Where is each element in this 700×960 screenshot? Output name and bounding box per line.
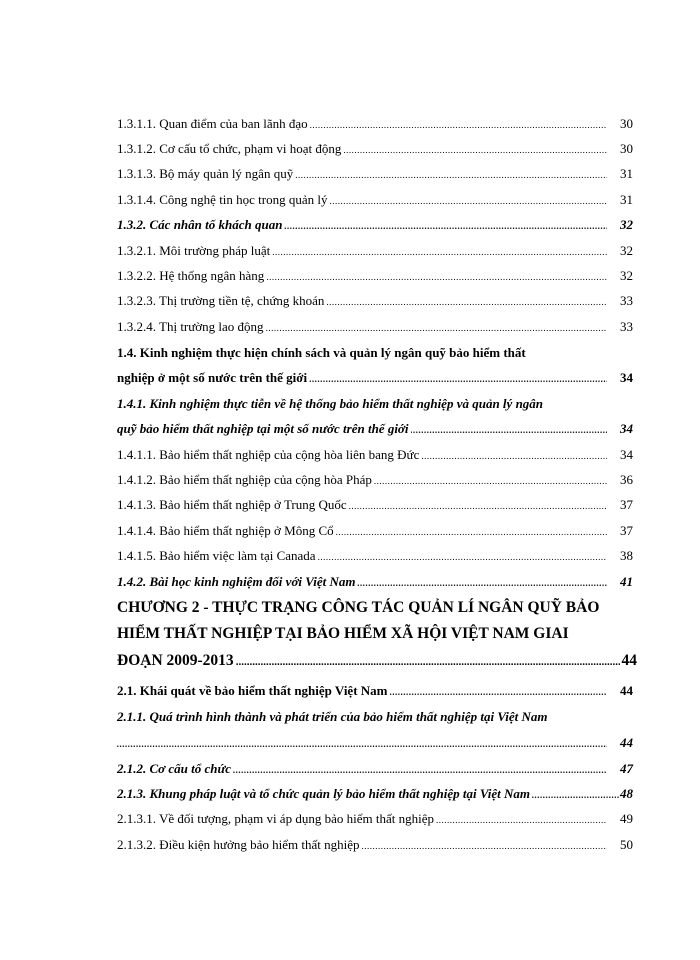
toc-entry-page: 37 xyxy=(620,523,633,538)
toc-entry-title: 2.1.3.2. Điều kiện hưởng bảo hiểm thất nghiệp xyxy=(117,837,360,852)
toc-entry-title: 1.4.2. Bài học kinh nghiệm đối với Việt Nam xyxy=(117,574,356,589)
leader-dots xyxy=(374,473,607,489)
toc-entry-page: 34 xyxy=(620,421,633,436)
toc-entry-title: 1.3.1.4. Công nghệ tin học trong quản lý xyxy=(117,192,328,207)
leader-dots xyxy=(349,498,607,514)
toc-entry-page: 34 xyxy=(620,370,633,385)
toc-entry-title: 1.3.1.3. Bộ máy quản lý ngân quỹ xyxy=(117,166,294,181)
leader-dots xyxy=(326,294,607,310)
toc-entry[interactable] xyxy=(117,574,633,591)
leader-dots xyxy=(318,549,607,565)
toc-entry[interactable] xyxy=(117,523,633,540)
toc-entry-page: 48 xyxy=(620,786,633,801)
toc-entry-title: 1.4.1.5. Bảo hiểm việc làm tại Canada xyxy=(117,548,316,563)
toc-entry-page: 31 xyxy=(620,166,633,181)
toc-entry-page: 49 xyxy=(620,811,633,826)
toc-entry[interactable] xyxy=(117,319,633,336)
leader-dots xyxy=(336,524,607,540)
leader-dots xyxy=(357,575,607,591)
toc-entry-page: 31 xyxy=(620,192,633,207)
leader-dots xyxy=(421,448,607,464)
toc-entry[interactable] xyxy=(117,370,633,387)
toc-entry-line1[interactable]: 1.4.1. Kinh nghiệm thực tiễn về hệ thống bảo hiểm thất nghiệp và quản lý ngân xyxy=(117,396,544,411)
toc-entry-title: 1.3.2. Các nhân tố khách quan xyxy=(117,217,283,232)
leader-dots xyxy=(436,812,607,828)
toc-entry-title: 1.4.1.4. Bảo hiểm thất nghiệp ở Mông Cổ xyxy=(117,523,334,538)
leader-dots xyxy=(233,762,607,778)
toc-entry[interactable] xyxy=(117,837,633,854)
toc-entry-page: 34 xyxy=(620,447,633,462)
toc-entry-page: 37 xyxy=(620,497,633,512)
toc-entry-page: 30 xyxy=(620,116,633,131)
chapter-title-line1[interactable]: CHƯƠNG 2 - THỰC TRẠNG CÔNG TÁC QUẢN LÍ NGÂN QUỸ BẢO xyxy=(117,599,600,616)
toc-entry-line1[interactable]: 2.1.1. Quá trình hình thành và phát triển của bảo hiểm thất nghiệp tại Việt Nam xyxy=(117,709,548,724)
toc-entry[interactable] xyxy=(117,192,633,209)
toc-entry-page: 33 xyxy=(620,293,633,308)
toc-entry[interactable] xyxy=(117,811,633,828)
leader-dots xyxy=(309,371,607,387)
toc-entry-page: 38 xyxy=(620,548,633,563)
leader-dots xyxy=(343,142,607,158)
toc-entry[interactable] xyxy=(117,548,633,565)
toc-entry-page: 50 xyxy=(620,837,633,852)
leader-dots xyxy=(266,269,607,285)
toc-entry[interactable] xyxy=(117,141,633,158)
toc-entry-page: 32 xyxy=(620,268,633,283)
toc-entry-title: 2.1.3.1. Về đối tượng, phạm vi áp dụng bảo hiểm thất nghiệp xyxy=(117,811,434,826)
chapter-title-line2[interactable]: HIỂM THẤT NGHIỆP TẠI BẢO HIỂM XÃ HỘI VIỆT NAM GIAI xyxy=(117,625,569,642)
toc-entry[interactable] xyxy=(117,735,633,752)
toc-entry-page: 44 xyxy=(621,652,637,669)
toc-entry[interactable] xyxy=(117,421,633,438)
toc-entry-title: nghiệp ở một số nước trên thế giới xyxy=(117,370,308,385)
leader-dots xyxy=(266,320,607,336)
toc-entry-title: 1.3.2.1. Môi trường pháp luật xyxy=(117,243,271,258)
toc-entry-page: 36 xyxy=(620,472,633,487)
toc-entry-page: 32 xyxy=(620,243,633,258)
toc-entry-title: 2.1.3. Khung pháp luật và tổ chức quản lý bảo hiểm thất nghiệp tại Việt Nam xyxy=(117,786,531,801)
leader-dots xyxy=(310,117,607,133)
leader-dots xyxy=(411,422,607,438)
toc-entry-page: 41 xyxy=(620,574,633,589)
toc-entry[interactable] xyxy=(117,472,633,489)
toc-entry-title: 2.1.2. Cơ cấu tổ chức xyxy=(117,761,232,776)
toc-entry-title: 1.3.1.2. Cơ cấu tổ chức, phạm vi hoạt động xyxy=(117,141,342,156)
toc-entry[interactable] xyxy=(117,497,633,514)
toc-entry-title: 1.3.1.1. Quan điểm của ban lãnh đạo xyxy=(117,116,308,131)
toc-entry-page: 30 xyxy=(620,141,633,156)
toc-entry-page: 33 xyxy=(620,319,633,334)
chapter-entry[interactable] xyxy=(117,651,637,672)
toc-entry[interactable] xyxy=(117,683,633,700)
toc-entry-line1[interactable]: 1.4. Kinh nghiệm thực hiện chính sách và quản lý ngân quỹ bảo hiểm thất xyxy=(117,345,526,360)
toc-entry[interactable] xyxy=(117,217,633,234)
toc-entry-title: quỹ bảo hiểm thất nghiệp tại một số nước trên thế giới xyxy=(117,421,409,436)
toc-entry-title: 1.3.2.3. Thị trường tiền tệ, chứng khoán xyxy=(117,293,325,308)
toc-entry-title: 2.1. Khái quát về bảo hiểm thất nghiệp Việt Nam xyxy=(117,683,388,698)
leader-dots xyxy=(295,167,607,183)
leader-dots xyxy=(117,736,607,752)
leader-dots xyxy=(330,193,607,209)
toc-entry-title: 1.3.2.2. Hệ thống ngân hàng xyxy=(117,268,265,283)
toc-entry[interactable] xyxy=(117,268,633,285)
toc-entry-title: 1.4.1.1. Bảo hiểm thất nghiệp của cộng hòa liên bang Đức xyxy=(117,447,420,462)
leader-dots xyxy=(284,218,607,234)
leader-dots xyxy=(532,787,619,803)
toc-entry-page: 44 xyxy=(620,683,633,698)
toc-entry[interactable] xyxy=(117,761,633,778)
leader-dots xyxy=(236,652,620,672)
toc-entry-title: 1.3.2.4. Thị trường lao động xyxy=(117,319,264,334)
toc-entry[interactable] xyxy=(117,447,633,464)
toc-entry[interactable] xyxy=(117,166,633,183)
toc-entry[interactable] xyxy=(117,243,633,260)
toc-entry[interactable] xyxy=(117,786,633,803)
leader-dots xyxy=(361,838,607,854)
leader-dots xyxy=(390,684,608,700)
toc-entry[interactable] xyxy=(117,293,633,310)
leader-dots xyxy=(272,244,607,260)
toc-entry-page: 32 xyxy=(620,217,633,232)
toc-entry-title: 1.4.1.2. Bảo hiểm thất nghiệp của cộng hòa Pháp xyxy=(117,472,372,487)
toc-entry-title: ĐOẠN 2009-2013 xyxy=(117,652,234,669)
toc-entry-title: 1.4.1.3. Bảo hiểm thất nghiệp ở Trung Quốc xyxy=(117,497,347,512)
toc-entry[interactable] xyxy=(117,116,633,133)
toc-entry-page: 44 xyxy=(620,735,633,750)
toc-entry-page: 47 xyxy=(620,761,633,776)
